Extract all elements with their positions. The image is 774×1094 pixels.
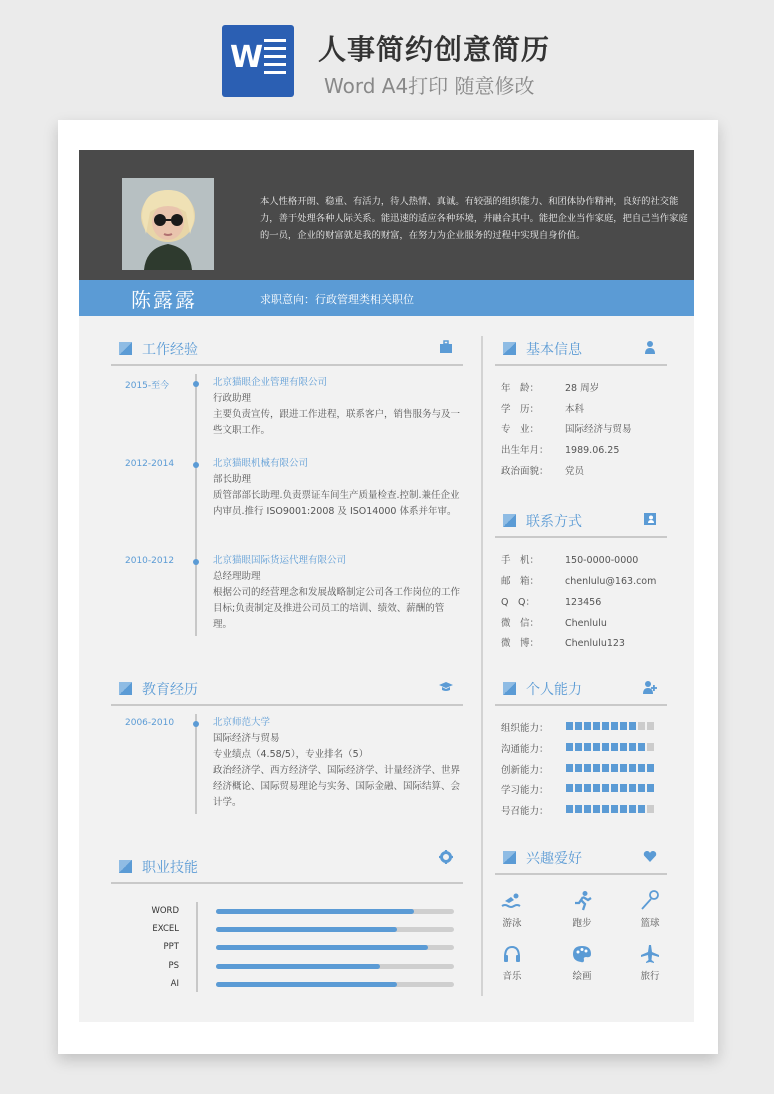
section-flag-icon [503,342,516,355]
airplane-icon [639,943,661,965]
contact-row: Q Q： 123456 [501,597,602,608]
timeline-dot [193,721,199,727]
skill-bar-fill [216,945,428,950]
basic-section-title: 基本信息 [526,342,582,358]
skill-bar-fill [216,982,397,987]
ability-segment [575,784,582,792]
hobby-label: 音乐 [502,971,522,982]
work-desc: 主要负责宣传，跟进工作进程，联系客户，销售服务与及一些文职工作。 [213,409,461,436]
candidate-name: 陈露露 [131,288,197,312]
education-entry [213,715,463,811]
resume-header [79,150,694,280]
skill-bar-fill [216,927,397,932]
self-intro: 本人性格开朗、稳重、有活力，待人热情、真诚。有较强的组织能力、和团体协作精神，良好的社交能力，善于处理各种人际关系。能迅速的适应各种环境，并融合其中。能把企业当作家庭，把自己当作家庭的一员，企业的财富就是我的财富，在努力为企业服务的过程中实现自身价值。 [260,196,688,241]
ability-level-bar [566,722,654,731]
ability-level-bar [566,805,654,814]
ability-segment [602,722,609,730]
skill-bar-track [216,945,454,950]
timeline-dot [193,462,199,468]
ability-label: 沟通能力： [501,743,549,755]
basic-row: 学 历： 本科 [501,404,585,415]
skill-bar-track [216,964,454,969]
ability-segment [620,764,627,772]
contact-row: 微 信： Chenlulu [501,618,607,629]
skill-label: EXCEL [152,924,179,935]
ability-segment [647,743,654,751]
ability-segment [629,743,636,751]
swim-icon [501,890,523,912]
briefcase-icon [439,340,453,354]
skill-bar-fill [216,964,380,969]
section-flag-icon [119,342,132,355]
section-flag-icon [503,682,516,695]
heart-icon [643,849,657,863]
hobby-section-title: 兴趣爱好 [526,851,582,867]
work-section-header [111,338,463,366]
skill-label: AI [170,978,179,989]
ability-segment [638,764,645,772]
ability-segment [629,764,636,772]
contact-section-header [495,510,667,538]
timeline-dot [193,381,199,387]
basic-row: 专 业： 国际经济与贸易 [501,424,632,435]
contact-section-title: 联系方式 [526,514,582,530]
work-company: 北京猫眼机械有限公司 [213,458,309,469]
contact-row: 邮 箱： chenlulu@163.com [501,576,657,587]
work-timeline [195,374,197,636]
basketball-icon [639,890,661,912]
hobby-item [562,943,602,982]
hobby-label: 游泳 [502,918,522,929]
ability-label: 号召能力： [501,806,549,818]
work-section-title: 工作经验 [142,342,198,358]
ability-section-header [495,678,667,706]
ability-segment [584,805,591,813]
ability-segment [575,764,582,772]
contact-row: 手 机： 150-0000-0000 [501,555,639,566]
banner-subtitle: Word A4打印 随意修改 [324,74,535,98]
ability-segment [647,722,654,730]
hobby-item [562,890,602,929]
ability-level-bar [566,784,654,793]
ability-segment [575,722,582,730]
work-entry [213,553,463,633]
column-divider [481,336,483,996]
hobby-label: 篮球 [640,918,660,929]
person-icon [643,340,657,354]
word-letter: W [230,40,264,75]
ability-segment [611,743,618,751]
ability-segment [602,784,609,792]
education-score: 专业绩点（4.58/5），专业排名（5） [213,749,369,760]
banner-title: 人事简约创意简历 [318,33,551,66]
ability-segment [647,784,654,792]
ability-segment [593,805,600,813]
ability-segment [647,805,654,813]
education-section-title: 教育经历 [142,682,198,698]
skills-section-title: 职业技能 [142,860,198,876]
ability-segment [620,722,627,730]
ability-segment [611,805,618,813]
ability-segment [647,764,654,772]
ability-segment [620,743,627,751]
ability-segment [602,764,609,772]
skill-bar-track [216,927,454,932]
basic-row: 出生年月： 1989.06.25 [501,445,620,456]
ability-label: 组织能力： [501,723,549,734]
basic-row: 年 龄： 28 周岁 [501,383,600,394]
ability-segment [584,743,591,751]
education-date: 2006-2010 [125,718,175,728]
palette-icon [571,943,593,965]
work-desc: 质管部部长助理.负责票证车间生产质量检查.控制.兼任企业内审员.推行 ISO9001:2008 及 ISO14000 体系并年审。 [213,490,460,517]
ability-segment [584,722,591,730]
name-bar [79,280,694,316]
ability-segment [575,805,582,813]
basic-section-header [495,338,667,366]
ability-segment [602,805,609,813]
ability-segment [638,805,645,813]
contact-row: 微 博： Chenlulu123 [501,638,625,649]
ability-segment [566,805,573,813]
hobby-section-header [495,847,667,875]
ability-segment [593,764,600,772]
ability-segment [593,722,600,730]
ability-segment [629,784,636,792]
ability-segment [638,743,645,751]
work-date: 2015-至今 [125,381,170,391]
ability-segment [602,743,609,751]
gear-icon [439,850,453,864]
ability-segment [620,805,627,813]
skills-section-header [111,856,463,884]
contact-card-icon [643,512,657,526]
work-company: 北京猫眼企业管理有限公司 [213,377,328,388]
ability-segment [638,784,645,792]
run-icon [571,890,593,912]
ability-segment [611,764,618,772]
timeline-dot [193,559,199,565]
job-objective: 求职意向：行政管理类相关职位 [260,293,414,306]
ability-segment [566,722,573,730]
work-desc: 根据公司的经营理念和发展战略制定公司各工作岗位的工作目标;负责制定及推进公司员工的培训、绩效、薪酬的管理。 [213,587,461,630]
skill-bar-track [216,982,454,987]
hobby-label: 旅行 [640,971,660,982]
headphones-icon [501,943,523,965]
ability-segment [575,743,582,751]
skill-label: PPT [163,942,179,953]
education-timeline [195,714,197,814]
ability-segment [611,722,618,730]
hobby-item [630,943,670,982]
paper-sheet [58,120,718,1054]
school-name: 北京师范大学 [213,717,271,728]
education-major: 国际经济与贸易 [213,733,280,744]
profile-photo [122,178,214,270]
education-section-header [111,678,463,706]
ability-segment [593,743,600,751]
ability-segment [584,784,591,792]
work-role: 部长助理 [213,474,252,485]
section-flag-icon [503,514,516,527]
skill-bar-fill [216,909,414,914]
ability-label: 学习能力： [501,785,549,797]
work-role: 行政助理 [213,393,252,404]
work-entry [213,375,463,439]
ability-segment [629,805,636,813]
section-flag-icon [119,682,132,695]
resume [79,150,694,1022]
ability-segment [629,722,636,730]
word-icon [222,25,294,97]
ability-segment [593,784,600,792]
skills-divider [196,902,198,992]
work-date: 2010-2012 [125,556,175,566]
ability-section-title: 个人能力 [526,682,582,698]
add-person-icon [643,680,657,694]
ability-label: 创新能力： [501,764,549,776]
ability-segment [584,764,591,772]
ability-segment [638,722,645,730]
hobby-item [630,890,670,929]
education-courses: 政治经济学、西方经济学、国际经济学、计量经济学、世界经济概论、国际贸易理论与实务、国际金融、国际结算、会计学。 [213,765,461,808]
ability-segment [566,784,573,792]
basic-row: 政治面貌： 党员 [501,466,585,477]
ability-segment [620,784,627,792]
section-flag-icon [119,860,132,873]
ability-level-bar [566,764,654,773]
work-company: 北京猫眼国际货运代理有限公司 [213,555,347,566]
hobby-label: 跑步 [572,918,592,929]
ability-segment [611,784,618,792]
hobby-item [492,943,532,982]
ability-level-bar [566,743,654,752]
work-role: 总经理助理 [213,571,261,582]
hobby-item [492,890,532,929]
graduation-cap-icon [439,680,453,694]
hobby-label: 绘画 [572,971,592,982]
promo-banner [0,0,774,118]
ability-segment [566,764,573,772]
work-entry [213,456,463,520]
skill-label: WORD [151,906,179,916]
ability-segment [566,743,573,751]
skill-label: PS [168,960,179,971]
section-flag-icon [503,851,516,864]
skill-bar-track [216,909,454,914]
work-date: 2012-2014 [125,459,175,469]
